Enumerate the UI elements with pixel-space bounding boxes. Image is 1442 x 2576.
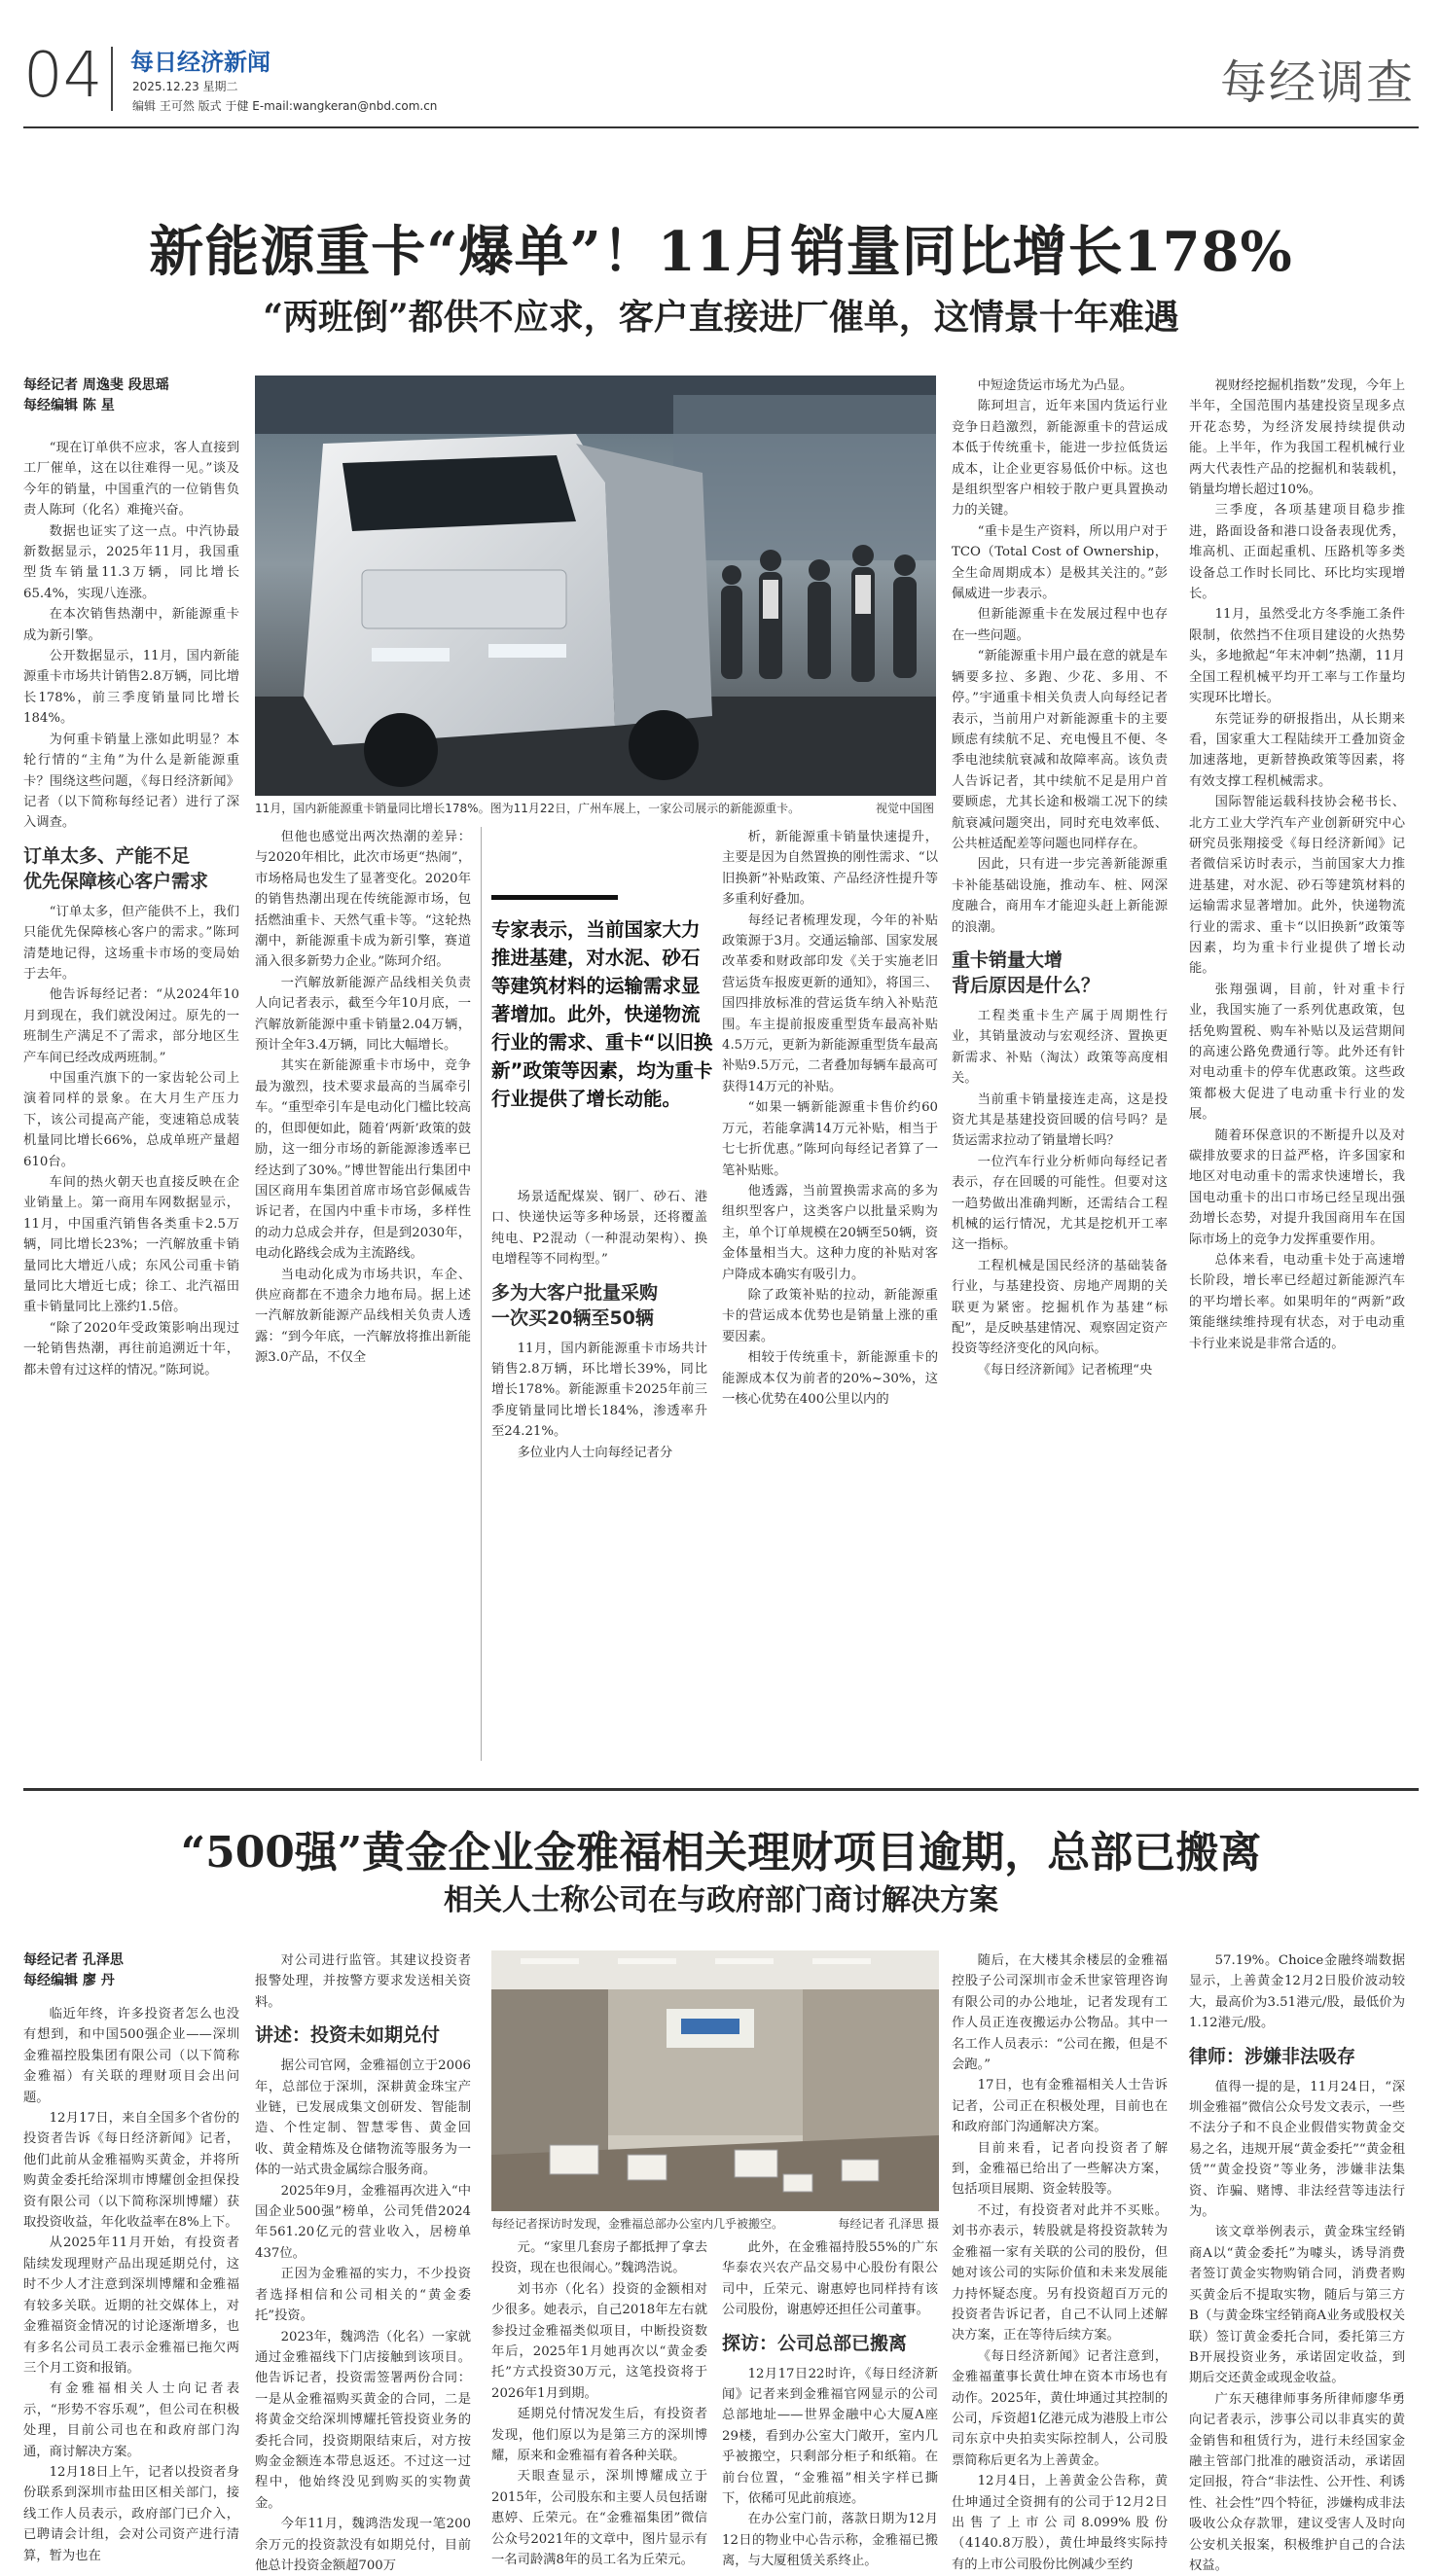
byline-reporter: 每经记者 周逸斐 段思瑶 [23,377,169,393]
paragraph: 此外，在金雅福持股55%的广东华泰农兴农产品交易中心股份有限公司中，丘荣元、谢惠婷也同样持有该公司股份，谢惠婷还担任公司董事。 [722,2240,938,2318]
article1-title: 新能源重卡“爆单”！11月销量同比增长178% [149,220,1293,284]
column-divider [481,827,482,1761]
article2-title: “500强”黄金企业金雅福相关理财项目逾期，总部已搬离 [180,1828,1262,1878]
paragraph: 他透露，当前置换需求高的多为组织型客户，这类客户以批量采购为主，单个订单规模在20辆至50辆，资金体量相当大。这种力度的补贴对客户降成本确实有吸引力。 [722,1183,938,1282]
paragraph: 因此，只有进一步完善新能源重卡补能基础设施，推动车、桩、网深度融合，商用车才能迎头赶上新能源的浪潮。 [952,857,1168,935]
paragraph: 场景适配煤炭、钢厂、砂石、港口、快递快运等多种场景，还将覆盖纯电、P2混动（一种混动架构）、换电增程等不同构型。” [491,1190,707,1268]
article1-subhead-3: 重卡销量大增 背后原因是什么？ [952,948,1100,996]
paragraph: 目前来看，记者向投资者了解到，金雅福已给出了一些解决方案，包括项目展期、资金转股等。 [952,2140,1168,2198]
paragraph: “如果一辆新能源重卡售价约60万元，若能拿满14万元补贴，相当于七七折优惠。”陈珂向每经记者算了一笔补贴账。 [722,1100,938,1178]
paragraph: 在办公室门前，落款日期为12月12日的物业中心告示称，金雅福已搬离，与大厦租赁关系终止。 [722,2512,938,2569]
paragraph: 当前重卡销量接连走高，这是投资尤其是基建投资回暖的信号吗？是货运需求拉动了销量增长吗？ [952,1091,1168,1149]
truck-photo-illustration [255,376,936,796]
paragraph: 总体来看，电动重卡处于高速增长阶段，增长率已经超过新能源汽车的平均增长率。如果明年的“两新”政策能继续维持现有状态，对于电动重卡行业来说是非常合适的。 [1189,1253,1405,1351]
paragraph: 对公司进行监管。其建议投资者报警处理，并按警方要求发送相关资料。 [255,1953,471,2010]
paragraph: 临近年终，许多投资者怎么也没有想到，和中国500强企业——深圳金雅福控股集团有限公司（以下简称金雅福）有关联的理财项目会出问题。 [23,2007,239,2105]
article2-column-3 [491,2237,707,2568]
paragraph: 11月，国内新能源重卡市场共计销售2.8万辆，环比增长39%，同比增长178%。新能源重卡2025年前三季度销量同比增长184%，渗透率升至24.21%。 [491,1341,707,1440]
article2-photo-office [491,1950,939,2211]
article2-byline [23,1950,239,1991]
article1-column-1 [23,438,239,1761]
paragraph: 延期兑付情况发生后，有投资者发现，他们原以为是第三方的深圳博耀，原来和金雅福有着各种关联。 [491,2407,707,2464]
article2-subtitle: 相关人士称公司在与政府部门商讨解决方案 [444,1883,998,1917]
article1-column-3 [491,1187,707,1761]
paragraph: 2023年，魏鸿浩（化名）一家就通过金雅福线下门店接触到该项目。他告诉记者，投资需签署两份合同：一是从金雅福购买黄金的合同，二是将黄金交给深圳博耀托管投资业务的委托合同，投资期限结束后，对方按购金金额连本带息返还。不过这一过程中，他始终没见到购买的实物黄金。 [255,2329,471,2511]
paragraph: 数据也证实了这一点。中汽协最新数据显示，2025年11月，我国重型货车销量11.3万辆，同比增长65.4%，实现八连涨。 [23,523,239,601]
paragraph: 相较于传统重卡，新能源重卡的能源成本仅为前者的20%~30%，这一核心优势在400公里以内的 [722,1350,938,1407]
paragraph: 多位业内人士向每经记者分 [517,1445,673,1460]
paragraph: 但新能源重卡在发展过程中也存在一些问题。 [952,607,1168,643]
article2-subhead-3: 律师：涉嫌非法吸存 [1189,2045,1356,2067]
paragraph: 据公司官网，金雅福创立于2006年，总部位于深圳，深耕黄金珠宝产业链，已发展成集文创研发、智能制造、个性定制、智慧零售、黄金回收、黄金精炼及仓储物流等服务为一体的一站式贵金属综合服务商。 [255,2058,471,2178]
byline-editor: 每经编辑 陈 星 [23,398,115,413]
article-divider-rule [23,1788,1419,1791]
pull-quote-text: 专家表示，当前国家大力推进基建，对水泥、砂石等建筑材料的运输需求显著增加。此外，快递物流行业的需求、重卡“以旧换新”政策等因素，均为重卡行业提供了增长动能。 [491,918,713,1110]
paragraph: 为何重卡销量上涨如此明显？本轮行情的“主角”为什么是新能源重卡？围绕这些问题，《每日经济新闻》记者（以下简称每经记者）进行了深入调查。 [23,732,239,831]
paragraph: 公开数据显示，11月，国内新能源重卡市场共计销售2.8万辆，同比增长178%，前三季度销量同比增长184%。 [23,649,239,727]
paragraph: 随着环保意识的不断提升以及对碳排放要求的日益严格，许多国家和地区对电动重卡的需求快速增长，我国电动重卡的出口市场已经呈现出强劲增长态势，对提升我国商用车在国际市场上的竞争力发挥重要作用。 [1189,1127,1405,1247]
paragraph: 他告诉每经记者：“从2024年10月到现在，我们就没闲过。原先的一班制生产满足不了需求，部分地区生产车间已经改成两班制。” [23,987,239,1065]
paragraph: 12月18日上午，记者以投资者身份联系到深圳市盐田区相关部门，接线工作人员表示，政府部门已介入，已聘请会计组，会对公司资产进行清算，暂为也在 [23,2464,239,2563]
article2-subhead-1: 讲述：投资未如期兑付 [255,2024,441,2047]
paragraph: 有金雅福相关人士向记者表示，“形势不容乐观”，但公司在积极处理，目前公司也在和政府部门沟通，商讨解决方案。 [23,2381,239,2459]
article2-photo-credit: 每经记者 孔泽思 摄 [838,2217,939,2231]
article2-column-4 [722,2237,938,2569]
paragraph: 每经记者梳理发现，今年的补贴政策源于3月。交通运输部、国家发展改革委和财政部印发《关于实施老旧营运货车报废更新的通知》，将国三、国四排放标准的营运货车纳入补贴范围。车主提前报废重型货车最高补贴4.5万元，更新为新能源重型货车最高补贴9.5万元，二者叠加每辆车最高可获得14万元的补贴。 [722,912,938,1094]
paragraph: 三季度，各项基建项目稳步推进，路面设备和港口设备表现优秀，堆高机、正面起重机、压路机等多类设备总工作时长同比、环比均实现增长。 [1189,503,1405,602]
paragraph: 广东天穗律师事务所律师廖华勇向记者表示，涉事公司以非真实的黄金销售和租赁行为，进行未经国家金融主管部门批准的融资活动，承诺固定回报，符合“非法性、公开性、利诱性、社会性”四个特征，涉嫌构成非法吸收公众存款罪，建议受害人及时向公安机关报案，积极维护自己的合法权益。 [1189,2391,1405,2573]
newspaper-name: 每日经济新闻 [130,48,270,76]
paragraph: 天眼查显示，深圳博耀成立于2015年，公司股东和主要人员包括谢惠婷、丘荣元。在“金雅福集团”微信公众号2021年的文章中，图片显示有一名司龄满8年的员工名为丘荣元。 [491,2469,707,2568]
article1-column-4 [722,827,938,1761]
section-title: 每经调查 [1219,55,1415,110]
paragraph: 陈珂坦言，近年来国内货运行业竞争日趋激烈，新能源重卡的营运成本低于传统重卡，能进一步拉低货运成本，让企业更容易低价中标。这也是组织型客户相较于散户更具置换动力的关键。 [952,399,1168,519]
paragraph: 中国重汽旗下的一家齿轮公司上演着同样的景象。在大月生产压力下，该公司提高产能，变速箱总成装机量同比增长66%，总成单班产量超610台。 [23,1070,239,1169]
paragraph: 工程机械是国民经济的基础装备行业，与基建投资、房地产周期的关联更为紧密。挖掘机作为基建“标配”，是反映基建情况、观察固定资产投资等经济变化的风向标。 [952,1258,1168,1357]
paragraph: 除了政策补贴的拉动，新能源重卡的营运成本优势也是销量上涨的重要因素。 [722,1287,938,1344]
article2-column-2 [255,1950,471,2573]
article1-column-2 [255,827,471,1761]
byline-editor: 每经编辑 廖 丹 [23,1973,115,1988]
paragraph: 12月4日，上善黄金公告称，黄仕坤通过全资拥有的公司于12月2日出售了上市公司8.099%股份（4140.8万股），黄仕坤最终实际持有的上市公司股份比例减少至约 [952,2474,1168,2572]
article1-subhead-2: 多为大客户批量采购 一次买20辆至50辆 [491,1281,659,1329]
editor-line: 编辑 王可然 版式 于健 E-mail:wangkeran@nbd.com.cn [132,99,438,113]
paragraph: 张翔强调，目前，针对重卡行业，我国实施了一系列优惠政策，包括免购置税、购车补贴以及运营期间的高速公路免费通行等。此外还有针对电动重卡的停车优惠政策。这些政策都极大促进了电动重卡行业的发展。 [1189,982,1405,1123]
header-divider [111,47,113,111]
paragraph: 今年11月，魏鸿浩发现一笔200余万元的投资款没有如期兑付，目前他总计投资金额超700万 [255,2517,471,2573]
article1-byline [23,376,239,416]
article2-column-5 [952,1950,1168,2572]
paragraph: 该文章举例表示，黄金珠宝经销商A以“黄金委托”为噱头，诱导消费者签订黄金实物购销合同，消费者购买黄金后不提取实物，随后与第三方B（与黄金珠宝经销商A业务或股权关联）签订黄金委托合同，委托第三方B开展投资业务，承诺固定收益，到期后交还黄金或现金收益。 [1189,2225,1405,2386]
article1-column-6 [1189,376,1405,1761]
paragraph: “除了2020年受政策影响出现过一轮销售热潮，再往前追溯近十年，都未曾有过这样的情况。”陈珂说。 [23,1320,239,1377]
paragraph: 正因为金雅福的实力，不少投资者选择相信和公司相关的“黄金委托”投资。 [255,2267,471,2324]
paragraph: “现在订单供不应求，客人直接到工厂催单，这在以往难得一见。”谈及今年的销量，中国重汽的一位销售负责人陈珂（化名）难掩兴奋。 [23,441,239,519]
article2-column-1 [23,2004,239,2563]
paragraph: 一位汽车行业分析师向每经记者表示，存在回暖的可能性。但要对这一趋势做出准确判断，还需结合工程机械的运行情况，尤其是挖机开工率这一指标。 [952,1154,1168,1253]
paragraph: “订单太多，但产能供不上，我们只能优先保障核心客户的需求。”陈珂清楚地记得，这场重卡市场的变局始于去年。 [23,904,239,982]
paragraph: 57.19%。Choice金融终端数据显示，上善黄金12月2日股价波动较大，最高价为3.51港元/股，最低价为1.12港元/股。 [1189,1953,1405,2031]
pull-quote [491,895,715,1113]
paragraph: 刘书亦（化名）投资的金额相对少很多。她表示，自己2018年左右就参投过金雅福类似项目，中断投资数年后，2025年1月她再次以“黄金委托”方式投资30万元，这笔投资将于2026年1月到期。 [491,2281,707,2401]
paragraph: 2025年9月，金雅福再次进入“中国企业500强”榜单，公司凭借2024年561.20亿元的营业收入，居榜单437位。 [255,2183,471,2261]
header-rule [23,126,1419,128]
paragraph: 视财经挖掘机指数”发现，今年上半年，全国范围内基建投资呈现多点开花态势，为经济发展持续提供动能。上半年，作为我国工程机械行业两大代表性产品的挖掘机和装载机，销量均增长超过10%。 [1189,378,1405,498]
article2-column-6 [1189,1950,1405,2573]
paragraph: 中短途货运市场尤为凸显。 [977,378,1134,393]
paragraph: 车间的热火朝天也直接反映在企业销量上。第一商用车网数据显示，11月，中国重汽销售各类重卡2.5万辆，同比增长23%；一汽解放重卡销量同比大增近八成；东风公司重卡销量同比大增近七成；徐工、北汽福田重卡销量同比上涨约1.5倍。 [23,1175,239,1315]
paragraph: 从2025年11月开始，有投资者陆续发现理财产品出现延期兑付，这时不少人才注意到深圳博耀和金雅福有较多关联。近期的社交媒体上，对金雅福资金情况的讨论逐渐增多，也有多名公司员工表示金雅福已拖欠两三个月工资和报销。 [23,2236,239,2376]
paragraph: 在本次销售热潮中，新能源重卡成为新引擎。 [23,607,239,643]
paragraph: 随后，在大楼其余楼层的金雅福控股子公司深圳市金禾世家管理咨询有限公司的办公地址，记者发现有工作人员正连夜搬运办公物品。其中一名工作人员表示：“公司在搬，但是不会跑。” [952,1953,1168,2073]
paragraph: 17日，也有金雅福相关人士告诉记者，公司正在积极处理，目前也在和政府部门沟通解决方案。 [952,2078,1168,2135]
paragraph: 析，新能源重卡销量快速提升，主要是因为自然置换的刚性需求、“以旧换新”补贴政策、产品经济性提升等多重利好叠加。 [722,830,938,908]
paragraph: 东莞证券的研报指出，从长期来看，国家重大工程陆续开工叠加资金加速落地，更新替换政策等因素，将有效支撑工程机械需求。 [1189,711,1405,789]
paragraph: 12月17日，来自全国多个省份的投资者告诉《每日经济新闻》记者，他们此前从金雅福购买黄金，并将所购黄金委托给深圳市博耀创金担保投资有限公司（以下简称深圳博耀）获取投资收益，年化收益率在8%上下。 [23,2111,239,2231]
paragraph: 值得一提的是，11月24日，“深圳金雅福”微信公众号发文表示，一些不法分子和不良企业假借实物黄金交易之名，违规开展“黄金委托”“黄金租赁”“黄金投资”等业务，涉嫌非法集资、诈骗、赌博、非法经营等违法行为。 [1189,2079,1405,2220]
paragraph: 《每日经济新闻》记者注意到，金雅福董事长黄仕坤在资本市场也有动作。2025年，黄仕坤通过其控制的公司，斥资超1亿港元成为港股上市公司东京中央拍卖实际控制人，公司股票简称后更名为上善黄金。 [952,2348,1168,2468]
paragraph: 11月，虽然受北方冬季施工条件限制，依然挡不住项目建设的火热势头，多地掀起“年末冲刺”热潮，11月全国工程机械平均开工率与工作量均实现环比增长。 [1189,607,1405,706]
article2-photo-caption: 每经记者探访时发现，金雅福总部办公室内几乎被搬空。 [491,2217,784,2231]
paragraph: 12月17日22时许，《每日经济新闻》记者来到金雅福官网显示的公司总部地址——世界金融中心大厦A座29楼，看到办公室大门敞开，室内几乎被搬空，只剩部分柜子和纸箱。在前台位置，“金雅福”相关字样已撕下，依稀可见此前痕迹。 [722,2366,938,2507]
article1-photo-caption: 11月，国内新能源重卡销量同比增长178%。图为11月22日，广州车展上，一家公司展示的新能源重卡。 [255,802,801,815]
page-number: 04 [23,40,103,112]
paragraph: “新能源重卡用户最在意的就是车辆要多拉、多跑、少花、多用、不停。”宇通重卡相关负责人向每经记者表示，当前用户对新能源重卡的主要顾虑有续航不足、充电慢且不便、冬季电池续航衰减和故障率高。该负责人告诉记者，其中续航不足是用户首要顾虑，尤其长途和极端工况下的续航衰减问题突出，同时充电效率低、公共桩适配差等问题也同样存在。 [952,649,1168,851]
pull-quote-bar [491,895,618,900]
office-photo-illustration [491,1950,939,2211]
article1-photo-credit: 视觉中国图 [876,802,935,815]
issue-date: 2025.12.23 星期二 [132,80,238,93]
paragraph: 但他也感觉出两次热潮的差异：与2020年相比，此次市场更“热闹”，市场格局也发生了显著变化。2020年的销售热潮出现在传统能源市场，包括燃油重卡、天然气重卡等。“这轮热潮中，新能源重卡成为新引擎，赛道涌入很多新势力企业。”陈珂介绍。 [255,830,471,970]
paragraph: 工程类重卡生产属于周期性行业，其销量波动与宏观经济、置换更新需求、补贴（淘汰）政策等高度相关。 [952,1008,1168,1087]
paragraph: 《每日经济新闻》记者梳理“央 [977,1362,1153,1377]
article1-photo-truck [255,376,936,796]
article1-subtitle: “两班倒”都供不应求，客户直接进厂催单，这情景十年难遇 [263,297,1179,338]
paragraph: 元。“家里几套房子都抵押了拿去投资，现在也很闹心。”魏鸿浩说。 [491,2240,707,2276]
byline-reporter: 每经记者 孔泽思 [23,1952,124,1968]
paragraph: 国际智能运载科技协会秘书长、北方工业大学汽车产业创新研究中心研究员张翔接受《每日经济新闻》记者微信采访时表示，当前国家大力推进基建，对水泥、砂石等建筑材料的运输需求显著增加。此外，快递物流行业的需求、重卡“以旧换新”政策等因素，均为重卡行业提供了增长动能。 [1189,795,1405,977]
article1-subhead-1: 订单太多、产能不足 优先保障核心客户需求 [23,844,209,892]
paragraph: 当电动化成为市场共识，车企、供应商都在不遗余力地布局。据上述一汽解放新能源产品线相关负责人透露：“到今年底，一汽解放将推出新能源3.0产品，不仅全 [255,1267,471,1366]
paragraph: 一汽解放新能源产品线相关负责人向记者表示，截至今年10月底，一汽解放新能源中重卡销量2.04万辆，预计全年3.4万辆，同比大幅增长。 [255,975,471,1054]
paragraph: 其实在新能源重卡市场中，竞争最为激烈，技术要求最高的当属牵引车。“重型牵引车是电动化门槛比较高的，但即便如此，随着‘两新’政策的鼓励，这一细分市场的新能源渗透率已经达到了30%。”博世智能出行集团中国区商用车集团首席市场官彭佩威告诉记者，在国内中重卡市场，多样性的动力总成会并存，但是到2030年，电动化路线会成为主流路线。 [255,1058,471,1262]
article1-column-5 [952,376,1168,1761]
article2-subhead-2: 探访：公司总部已搬离 [722,2332,908,2354]
paragraph: “重卡是生产资料，所以用户对于TCO（Total Cost of Ownership，全生命周期成本）是极其关注的。”彭佩威进一步表示。 [952,523,1168,602]
paragraph: 不过，有投资者对此并不买账。刘书亦表示，转股就是将投资款转为金雅福一家有关联的公司的股份，但她对该公司的实际价值和未来发展能力持怀疑态度。另有投资超百万元的投资者告诉记者，自己不认同上述解决方案，正在等待后续方案。 [952,2202,1168,2343]
